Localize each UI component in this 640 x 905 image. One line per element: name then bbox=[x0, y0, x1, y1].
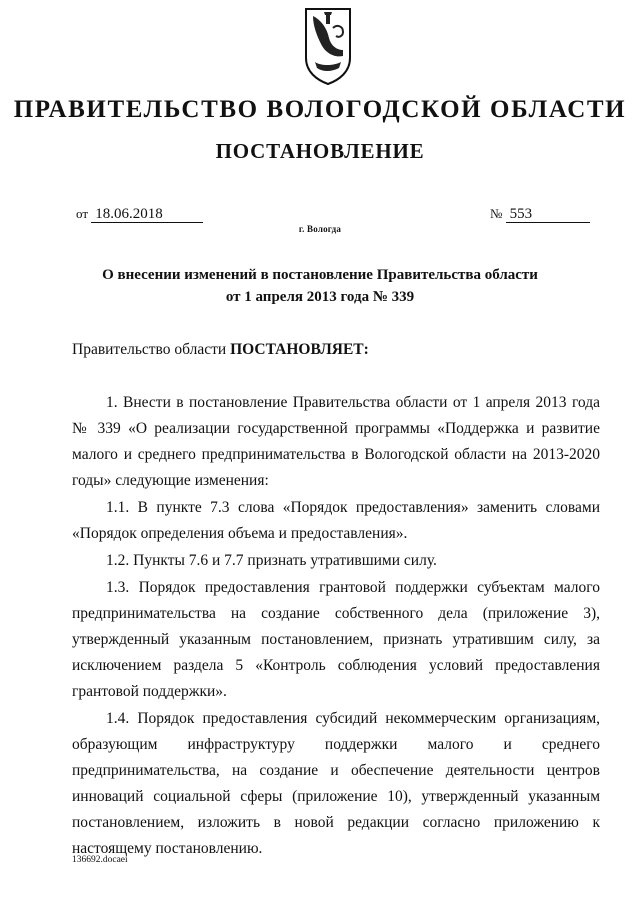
paragraph-1-1: 1.1. В пункте 7.3 слова «Порядок предоставления» заменить словами «Порядок определения объема и предоставления». bbox=[72, 499, 600, 542]
decree-statement bbox=[72, 341, 369, 359]
city-label: г. Вологда bbox=[298, 224, 342, 234]
decree-text: Правительство области bbox=[72, 341, 231, 358]
decree-emphasis: ПОСТАНОВЛЯЕТ: bbox=[230, 341, 369, 358]
number-prefix: № bbox=[490, 206, 503, 221]
paragraph-1-4: 1.4. Порядок предоставления субсидий некоммерческим организациям, образующим инфраструктуру поддержки малого и среднего предпринимательства, на создание и обеспечение деятельности центров инноваций социальной сферы (приложение 10), утвержденный указанным постановлением, изложить в новой редакции согласно приложению к настоящему постановлению. bbox=[72, 710, 600, 857]
paragraph-1-2: 1.2. Пункты 7.6 и 7.7 признать утратившими силу. bbox=[106, 552, 437, 569]
date-prefix: от bbox=[76, 206, 89, 221]
document-type: ПОСТАНОВЛЕНИЕ bbox=[215, 139, 425, 163]
number-value: 553 bbox=[506, 206, 590, 223]
paragraph-1-3: 1.3. Порядок предоставления грантовой поддержки субъектам малого предпринимательства на создание собственного дела (приложение 3), утвержденный указанным постановлением, признать утратившим силу, за исключением раздела 5 «Контроль соблюдения условий предоставления грантовой поддержки». bbox=[72, 579, 600, 700]
subject-line-1: О внесении изменений в постановление Правительства области bbox=[102, 267, 538, 283]
paragraph-1: 1. Внести в постановление Правительства области от 1 апреля 2013 года № 339 «О реализации государственной программы «Поддержка и развитие малого и среднего предпринимательства в Вологодской области на 2013-2020 годы» следующие изменения: bbox=[72, 394, 600, 489]
document-body bbox=[72, 390, 600, 862]
document-subject bbox=[60, 264, 580, 308]
subject-line-2: от 1 апреля 2013 года № 339 bbox=[225, 289, 415, 305]
date-field bbox=[76, 206, 203, 223]
number-field bbox=[490, 206, 590, 223]
file-reference: 136692.docaei bbox=[72, 855, 128, 865]
government-name: ПРАВИТЕЛЬСТВО ВОЛОГОДСКОЙ ОБЛАСТИ bbox=[13, 96, 627, 123]
coat-of-arms-icon bbox=[303, 6, 353, 86]
date-value: 18.06.2018 bbox=[91, 206, 203, 223]
